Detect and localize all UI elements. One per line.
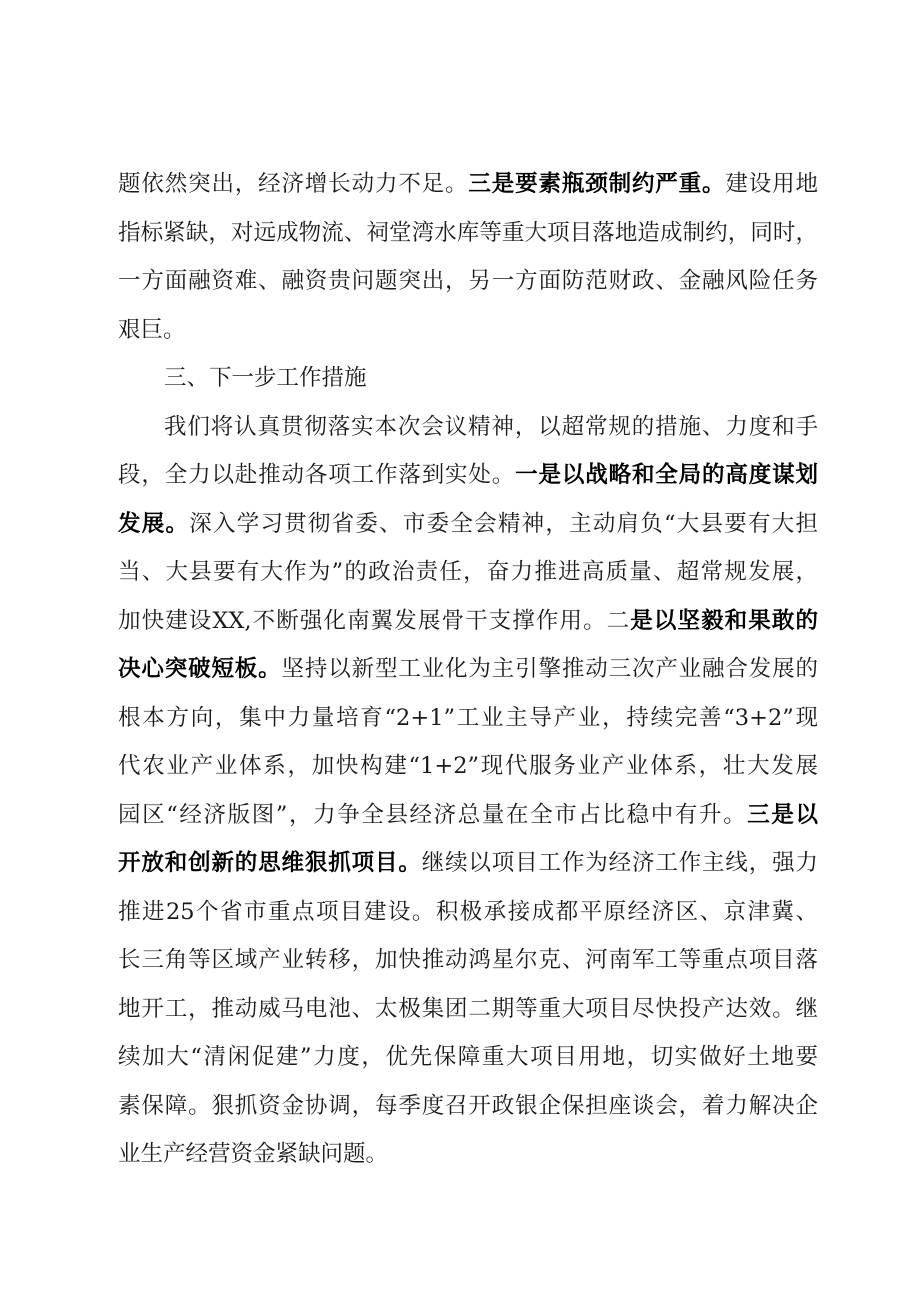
bold-phrase: 开放和创新的思维狠抓项目。 bbox=[118, 850, 422, 876]
section-heading: 三、下一步工作措施 bbox=[164, 365, 367, 391]
text-line: 我们将认真贯彻落实本次会议精神，以超常规的措施、力度和手 bbox=[164, 413, 818, 440]
bold-phrase: 三是以 bbox=[747, 801, 818, 828]
text-line: 决心突破短板。坚持以新型工业化为主引擎推动三次产业融合发展的 bbox=[118, 656, 818, 682]
text-line: 根本方向，集中力量培育“2+1”工业主导产业，持续完善“3+2”现 bbox=[118, 704, 818, 731]
text-line: 代农业产业体系，加快构建“1+2”现代服务业产业体系，壮大发展 bbox=[118, 753, 818, 779]
text-line: 业生产经营资金紧缺问题。 bbox=[118, 1141, 389, 1167]
text-line: 开放和创新的思维狠抓项目。继续以项目工作为经济工作主线，强力 bbox=[118, 850, 818, 876]
text-line: 长三角等区域产业转移，加快推动鸿星尔克、河南军工等重点项目落 bbox=[118, 947, 818, 973]
text-line: 当、大县要有大作为”的政治责任，奋力推进高质量、超常规发展， bbox=[118, 559, 818, 585]
text-line: 加快建设XX,不断强化南翼发展骨干支撑作用。二是以坚毅和果敢的 bbox=[118, 607, 818, 634]
text-line: 艰巨。 bbox=[118, 316, 186, 343]
bold-phrase: 发展。 bbox=[118, 510, 190, 537]
bold-phrase: 一是以战略和全局的高度谋划 bbox=[515, 462, 818, 488]
text-line: 素保障。狠抓资金协调，每季度召开政银企保担座谈会，着力解决企 bbox=[118, 1092, 818, 1119]
text-line: 园区“经济版图”，力争全县经济总量在全市占比稳中有升。三是以 bbox=[118, 801, 818, 828]
document-page bbox=[118, 160, 818, 1179]
text-line: 推进25个省市重点项目建设。积极承接成都平原经济区、京津冀、 bbox=[118, 898, 818, 925]
text-line: 题依然突出，经济增长动力不足。三是要素瓶颈制约严重。建设用地 bbox=[118, 171, 818, 197]
text-line: 地开工，推动威马电池、太极集团二期等重大项目尽快投产达效。继 bbox=[118, 995, 818, 1022]
text-line: 一方面融资难、融资贵问题突出，另一方面防范财政、金融风险任务 bbox=[118, 268, 818, 294]
bold-phrase: 三是要素瓶颈制约严重。 bbox=[468, 171, 726, 197]
bold-phrase: 决心突破短板。 bbox=[118, 656, 282, 682]
text-line: 指标紧缺，对远成物流、祠堂湾水库等重大项目落地造成制约，同时， bbox=[118, 219, 818, 246]
bold-phrase: 是以坚毅和果敢的 bbox=[630, 607, 818, 634]
text-line: 续加大“清闲促建”力度，优先保障重大项目用地，切实做好土地要 bbox=[118, 1044, 818, 1070]
text-line: 段，全力以赴推动各项工作落到实处。一是以战略和全局的高度谋划 bbox=[118, 462, 818, 488]
text-line: 发展。深入学习贯彻省委、市委全会精神，主动肩负“大县要有大担 bbox=[118, 510, 818, 537]
